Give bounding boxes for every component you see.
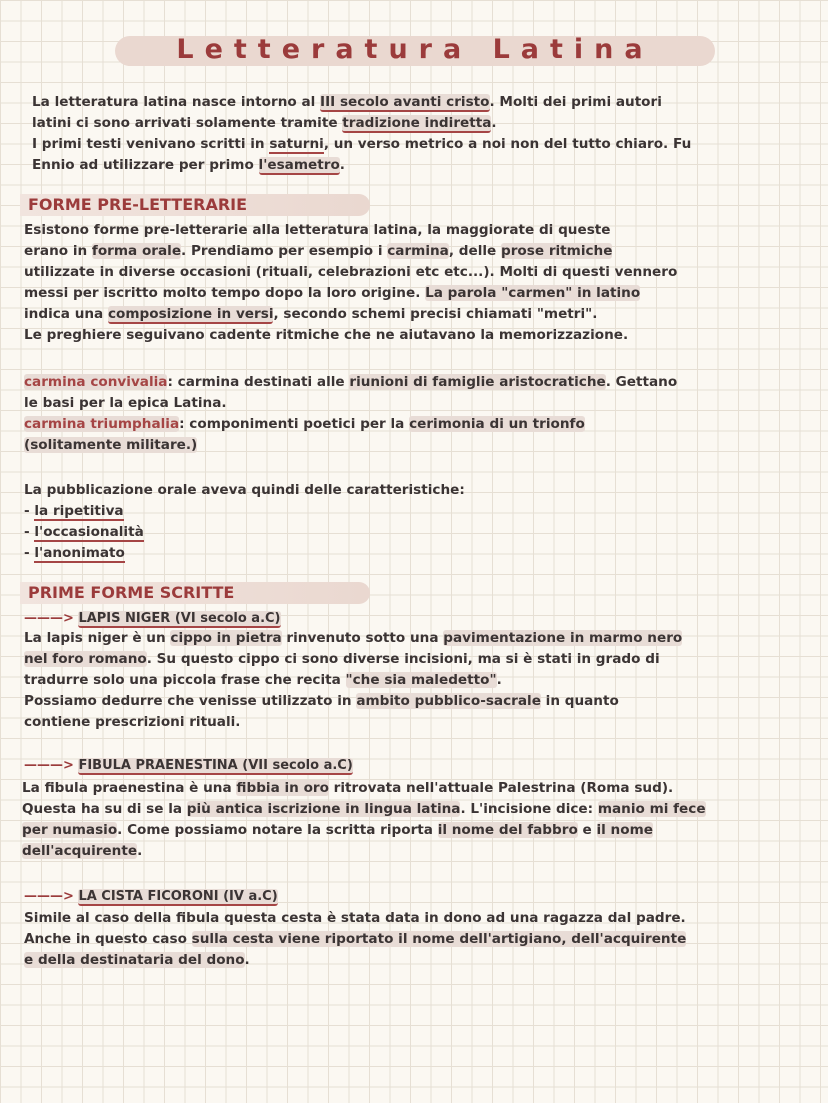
list-item: - l'occasionalità [24,524,144,540]
lapis-niger-paragraph: La lapis niger è un cippo in pietra rinvenuto sotto una pavimentazione in marmo nero nel foro romano. Su questo cippo ci sono diverse incisioni, ma si è stati in grado di tradurre solo una piccola frase che recita "che sia maledetto". Possiamo dedurre che venisse utilizzato in ambito pubblico-sacrale in quanto contiene prescrizioni rituali. [24,630,683,730]
intro-paragraph: La letteratura latina nasce intorno al III secolo avanti cristo. Molti dei primi autori latini ci sono arrivati solamente tramite tradizione indiretta. I primi testi venivano scritti in saturni, un verso metrico a noi non del tutto chiaro. Fu Ennio ad utilizzare per primo l'esametro. [32,94,692,173]
subheading-cista-ficoroni: ———> LA CISTA FICORONI (IV a.C) [24,889,278,904]
arrow-icon: ———> [24,758,74,773]
pre-letterarie-paragraph: Esistono forme pre-letterarie alla letteratura latina, la maggiorate di queste erano in forma orale. Prendiamo per esempio i carmina, delle prose ritmiche utilizzate in diverse occasioni (rituali, celebrazioni etc etc...). Molti di questi vennero messi per iscritto molto tempo dopo la loro origine. La parola "carmen" in latino indica una composizione in versi, secondo schemi precisi chiamati "metri". Le preghiere seguivano cadente ritmiche che ne aiutavano la memorizzazione. [24,222,678,343]
page-title: Letteratura Latina [176,34,654,65]
list-item: - l'anonimato [24,545,125,561]
fibula-paragraph: La fibula praenestina è una fibbia in oro ritrovata nell'attuale Palestrina (Roma sud). Questa ha su di se la più antica iscrizione in lingua latina. L'incisione dice: manio mi fece per numasio. Come possiamo notare la scritta riporta il nome del fabbro e il nome dell'acquirente. [22,780,706,859]
arrow-icon: ———> [24,611,74,626]
section-heading-forme-pre-letterarie: FORME PRE-LETTERARIE [28,195,248,214]
section-heading-prime-forme-scritte: PRIME FORME SCRITTE [28,583,235,602]
subheading-lapis-niger: ———> LAPIS NIGER (VI secolo a.C) [24,611,281,626]
list-item: - la ripetitiva [24,503,124,519]
carmina-types: carmina convivalia: carmina destinati alle riunioni di famiglie aristocratiche. Gettano le basi per la epica Latina. carmina triumphalia: componimenti poetici per la cerimonia di un trionfo (solitamente militare.) [24,374,678,453]
subheading-fibula-praenestina: ———> FIBULA PRAENESTINA (VII secolo a.C) [24,758,353,773]
characteristics-list: La pubblicazione orale aveva quindi delle caratteristiche: - la ripetitiva - l'occasionalità - l'anonimato [24,480,465,564]
arrow-icon: ———> [24,889,74,904]
cista-paragraph: Simile al caso della fibula questa cesta è stata data in dono ad una ragazza dal padre. Anche in questo caso sulla cesta viene riportato il nome dell'artigiano, dell'acquirente e della destinataria del dono. [24,910,687,968]
